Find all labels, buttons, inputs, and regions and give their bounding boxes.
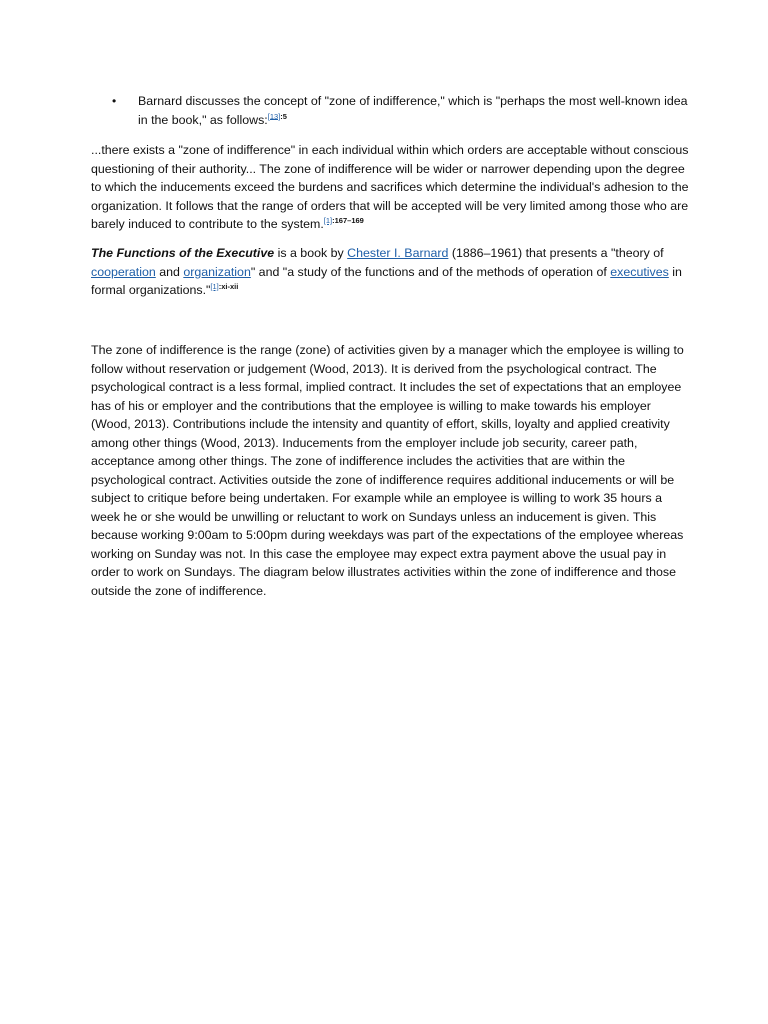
organization-link[interactable]: organization	[183, 264, 251, 279]
quote-text: ...there exists a "zone of indifference" in each individual within which orders are acceptable without conscious questioning of their authority... The zone of indifference will be wider or narrower depending upon the degree to which the inducements exceed the burdens and sacrifices which determine the individual's adhesion to the organization. It follows that the range of orders that will be accepted will be very limited among those who are barely induced to contribute to the system.	[91, 143, 689, 231]
functions-paragraph	[91, 244, 689, 300]
functions-text-5: in formal organizations."	[91, 264, 682, 297]
book-title: The Functions of the Executive	[91, 246, 275, 260]
functions-text-3: and	[155, 264, 184, 279]
bullet-symbol: •	[112, 94, 117, 108]
author-link[interactable]: Chester I. Barnard	[347, 246, 449, 260]
functions-text-4: " and "a study of the functions and of the methods of operation of	[250, 264, 611, 279]
quote-citation	[324, 216, 364, 225]
citation-link-1[interactable]: [1]	[323, 215, 333, 225]
cooperation-link[interactable]: cooperation	[91, 264, 156, 279]
bullet-text	[138, 92, 692, 129]
citation-link-13[interactable]: [13]	[267, 111, 281, 121]
functions-citation	[210, 282, 238, 291]
zone-of-indifference-paragraph: The zone of indifference is the range (zone) of activities given by a manager which the employee is willing to follow without reservation or judgement (Wood, 2013). It is derived from the psychological contract. The psychological contract is a less formal, implied contract. It includes the set of expectations that an employee has of his or employer and the contributions that the employee is willing to make towards his employer (Wood, 2013). Contributions include the intensity and quantity of effort, skills, loyalty and applied creativity among other things (Wood, 2013). Inducements from the employer include job security, career path, acceptance among other things. The zone of indifference includes the activities that are within the psychological contract. Activities outside the zone of indifference requires additional inducements or will be subject to critique before being undertaken. For example while an employee is willing to work 35 hours a week he or she would be unwilling or reluctant to work on Sundays unless an inducement is given. This because working 9:00am to 5:00pm during weekdays was part of the expectations of the employee whereas working on Sunday was not. In this case the employee may expect extra payment above the usual pay in order to work on Sundays. The diagram below illustrates activities within the zone of indifference and those outside the zone of indifference.	[91, 343, 684, 598]
functions-text-2: (1886–1961) that presents a "theory of	[448, 246, 664, 260]
citation-pages: :167–169	[332, 215, 364, 225]
bullet-sentence: Barnard discusses the concept of "zone of indifference," which is "perhaps the most well-known idea in the book," as follows:	[138, 94, 688, 127]
quote-paragraph	[91, 141, 689, 234]
functions-text-1: is a book by	[274, 246, 348, 260]
citation-pages: :5	[280, 111, 287, 121]
bullet-item	[112, 92, 692, 129]
citation-link-1[interactable]: [1]	[210, 281, 219, 291]
citation-pages: :xi-xii	[218, 281, 239, 291]
executives-link[interactable]: executives	[610, 264, 669, 279]
bullet-citation	[268, 111, 287, 120]
